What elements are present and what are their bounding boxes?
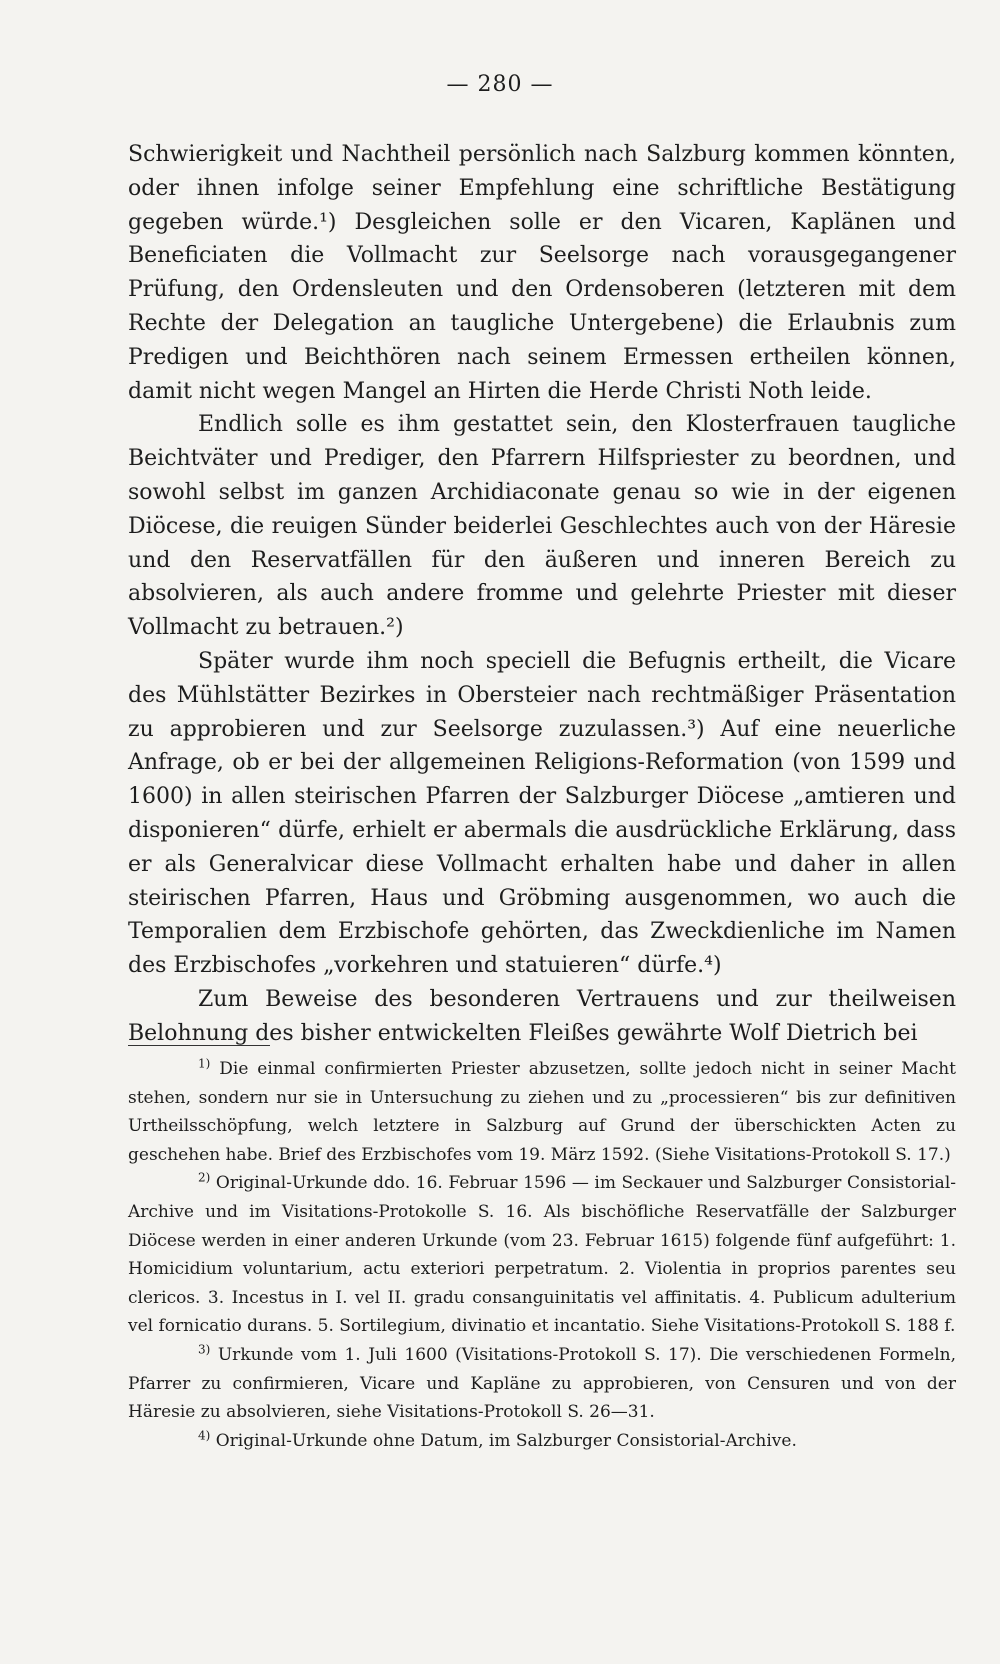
footnotes (128, 1055, 956, 1455)
footnote-marker: 3) (198, 1342, 211, 1357)
paragraph-1: Schwierigkeit und Nachtheil persönlich nach Salzburg kommen könnten, oder ihnen infolge seiner Empfehlung eine schriftliche Bestätigung gegeben würde.¹) Desgleichen solle er den Vicaren, Kaplänen und Beneficiaten die Vollmacht zur Seelsorge nach vorausgegangener Prüfung, den Ordensleuten und den Ordensoberen (letzteren mit dem Rechte der Delegation an taugliche Untergebene) die Erlaubnis zum Predigen und Beichthören nach seinem Ermessen ertheilen können, damit nicht wegen Mangel an Hirten die Herde Christi Noth leide. (128, 142, 956, 404)
paragraph-4: Zum Beweise des besonderen Vertrauens und zur theilweisen Belohnung des bisher entwickelten Fleißes gewährte Wolf Dietrich bei (128, 986, 956, 1046)
main-text (128, 138, 956, 1051)
footnote-marker: 2) (198, 1170, 211, 1185)
footnote-1 (128, 1055, 956, 1169)
footnote-separator (128, 1045, 270, 1046)
footnote-text: Original-Urkunde ddo. 16. Februar 1596 — im Seckauer und Salzburger Consistorial-Archive und im Visitations-Protokolle S. 16. Als bischöfliche Reservatfälle der Salzburger Diöcese werden in einer anderen Urkunde (vom 23. Februar 1615) folgende fünf aufgeführt: 1. Homicidium voluntarium, actu exteriori perpetratum. 2. Violentia in proprios parentes seu clericos. 3. Incestus in I. vel II. gradu consanguinitatis vel affinitatis. 4. Publicum adulterium vel fornicatio durans. 5. Sortilegium, divinatio et incantatio. Siehe Visitations-Protokoll S. 188 f. (128, 1173, 956, 1337)
footnote-text: Urkunde vom 1. Juli 1600 (Visitations-Protokoll S. 17). Die verschiedenen Formeln, Pfarrer zu confirmieren, Vicare und Kapläne zu approbieren, von Censuren und von der Häresie zu absolvieren, siehe Visitations-Protokoll S. 26—31. (128, 1344, 957, 1423)
footnote-text: Die einmal confirmierten Priester abzusetzen, sollte jedoch nicht in seiner Macht stehen, sondern nur sie in Untersuchung zu ziehen und zu „processieren“ bis zur definitiven Urtheilsschöpfung, welch letztere in Salzburg auf Grund der überschickten Acten zu geschehen habe. Brief des Erzbischofes vom 19. März 1592. (Siehe Visitations-Protokoll S. 17.) (128, 1059, 956, 1165)
footnote-marker: 1) (198, 1056, 211, 1071)
footnote-marker: 4) (198, 1428, 211, 1443)
footnote-text: Original-Urkunde ohne Datum, im Salzburger Consistorial-Archive. (215, 1430, 797, 1451)
page-number: — 280 — (446, 72, 554, 97)
footnote-4 (128, 1427, 956, 1456)
paragraph-2: Endlich solle es ihm gestattet sein, den Klosterfrauen taugliche Beichtväter und Prediger, den Pfarrern Hilfspriester zu beordnen, und sowohl selbst im ganzen Archidiaconate genau so wie in der eigenen Diöcese, die reuigen Sünder beiderlei Geschlechtes auch von der Häresie und den Reservatfällen für den äußeren und inneren Bereich zu absolvieren, als auch andere fromme und gelehrte Priester mit dieser Vollmacht zu betrauen.²) (128, 412, 956, 641)
footnote-2 (128, 1169, 956, 1341)
footnote-3 (128, 1341, 956, 1427)
paragraph-3: Später wurde ihm noch speciell die Befugnis ertheilt, die Vicare des Mühlstätter Bezirkes in Obersteier nach rechtmäßiger Präsentation zu approbieren und zur Seelsorge zuzulassen.³) Auf eine neuerliche Anfrage, ob er bei der allgemeinen Religions-Reformation (von 1599 und 1600) in allen steirischen Pfarren der Salzburger Diöcese „amtieren und disponieren“ dürfe, erhielt er abermals die ausdrückliche Erklärung, dass er als Generalvicar diese Vollmacht erhalten habe und daher in allen steirischen Pfarren, Haus und Gröbming ausgenommen, wo auch die Temporalien dem Erzbischofe gehörten, das Zweckdienliche im Namen des Erzbischofes „vorkehren und statuieren“ dürfe.⁴) (128, 648, 956, 979)
